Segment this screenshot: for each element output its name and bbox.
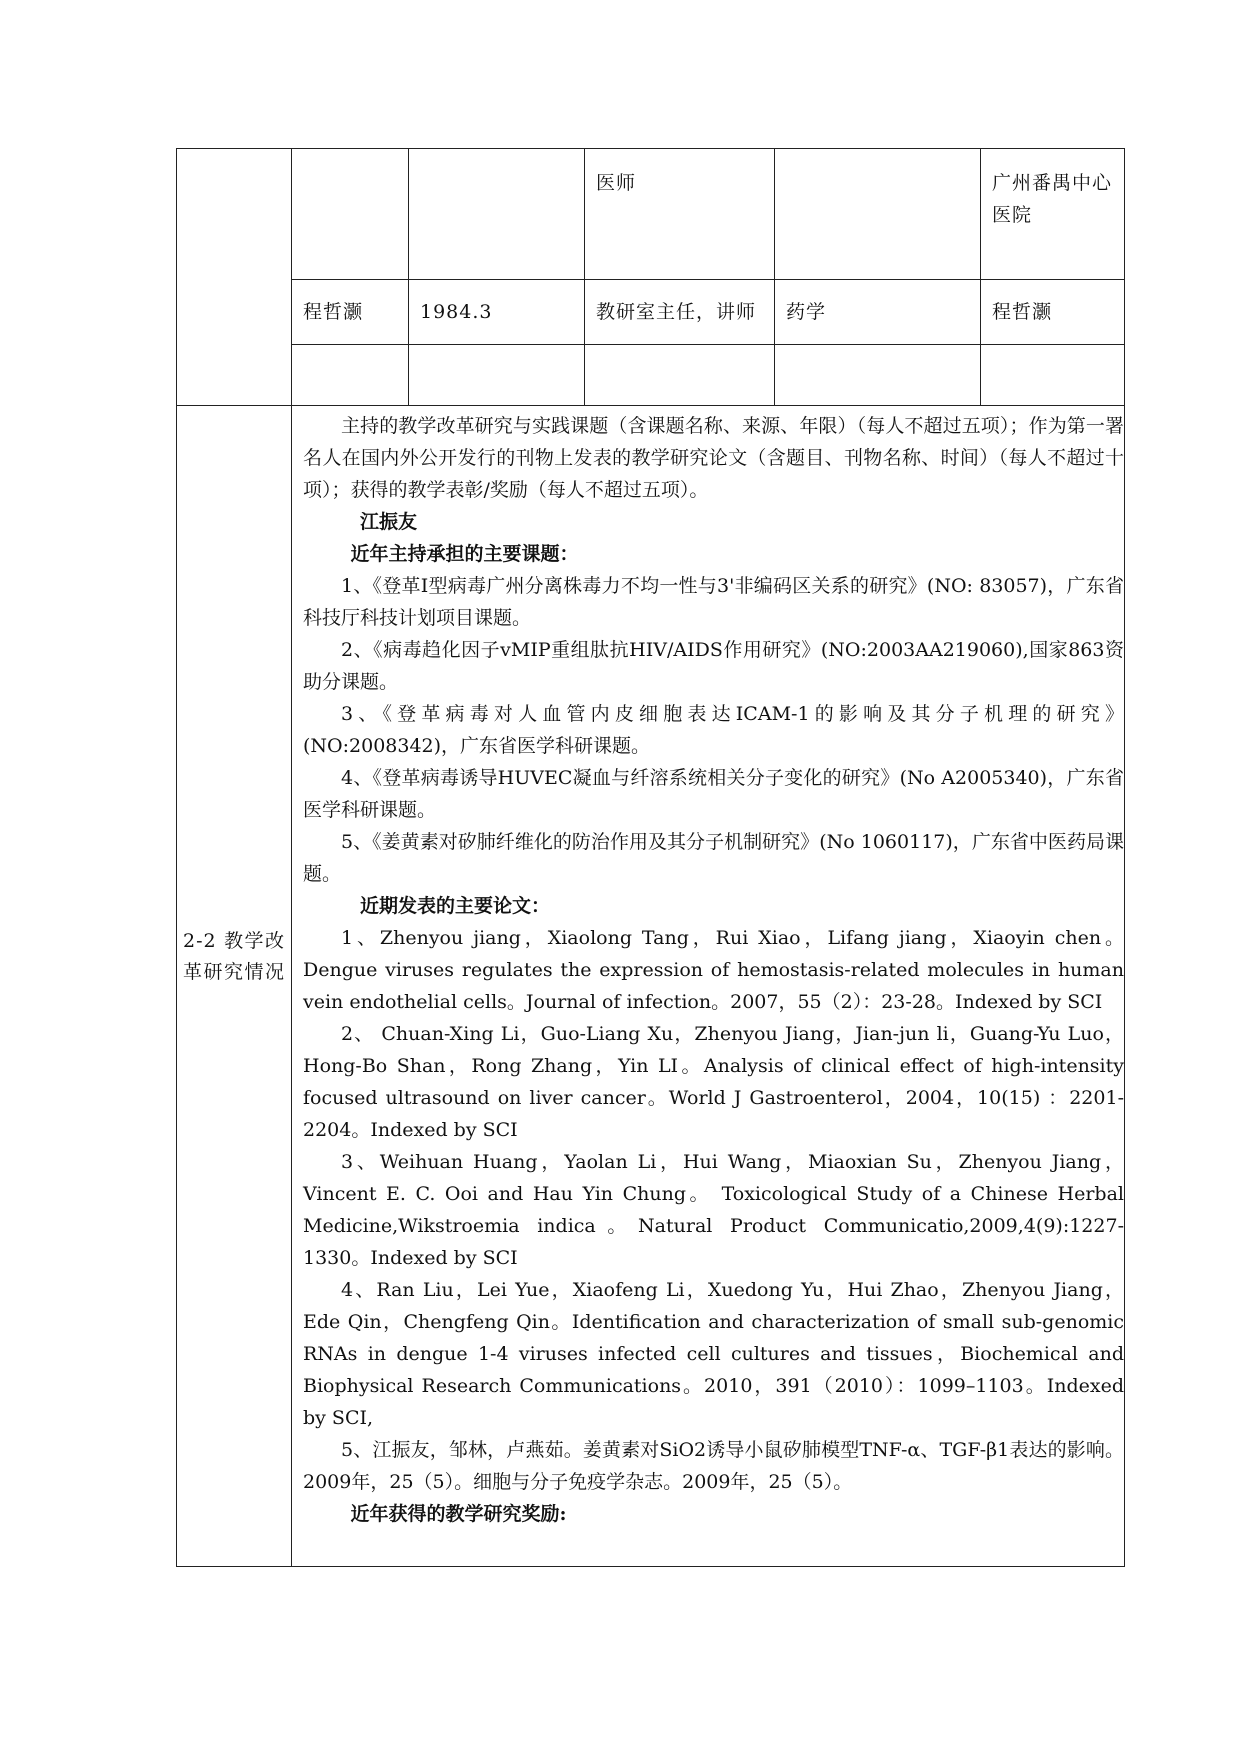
birth-cell — [409, 280, 585, 345]
name-cell — [292, 149, 409, 280]
project-item: 5、《姜黄素对矽肺纤维化的防治作用及其分子机制研究》(No 1060117)，广东省中医药局课题。 — [303, 831, 1124, 885]
title-cell — [585, 149, 775, 280]
title-cell — [585, 280, 775, 345]
birth-cell — [409, 149, 585, 280]
section-label-cell — [177, 406, 292, 1567]
section-label: 2-2 教学改革研究情况 — [183, 930, 285, 983]
paper-item: 1、Zhenyou jiang，Xiaolong Tang，Rui Xiao，Lifang jiang，Xiaoyin chen。Dengue viruses regulates the expression of hemostasis-related molecules in human vein endothelial cells。Journal of infection。2007，55（2）：23-28。Indexed by SCI — [303, 927, 1124, 1013]
projects-heading: 近年主持承担的主要课题： — [350, 543, 579, 565]
unit-text: 广州番禺中心医院 — [992, 172, 1113, 226]
major-text: 药学 — [786, 301, 827, 323]
empty-cell — [292, 345, 409, 406]
empty-cell — [409, 345, 585, 406]
title-text: 教研室主任，讲师 — [596, 301, 757, 323]
major-cell — [775, 280, 981, 345]
person-name: 江振友 — [360, 511, 418, 533]
awards-heading: 近年获得的教学研究奖励: — [350, 1503, 567, 1525]
unit-cell — [981, 280, 1125, 345]
empty-cell — [775, 345, 981, 406]
paper-item: 3、Weihuan Huang，Yaolan Li，Hui Wang，Miaoxian Su，Zhenyou Jiang，Vincent E. C. Ooi and Hau Yin Chung。 Toxicological Study of a Chinese Herbal Medicine,Wikstroemia indica。Natural Product Communicatio,2009,4(9):1227-1330。Indexed by SCI — [303, 1151, 1124, 1269]
section-content-cell — [292, 406, 1125, 1567]
paper-item: 2、 Chuan-Xing Li，Guo-Liang Xu，Zhenyou Jiang，Jian-jun li，Guang-Yu Luo，Hong-Bo Shan，Rong Zhang，Yin LI。Analysis of clinical effect of high-intensity focused ultrasound on liver cancer。World J Gastroenterol，2004，10(15) ：2201-2204。Indexed by SCI — [303, 1023, 1124, 1141]
name-cell — [292, 280, 409, 345]
empty-cell — [585, 345, 775, 406]
table-row — [177, 149, 1125, 280]
section-intro: 主持的教学改革研究与实践课题（含课题名称、来源、年限）（每人不超过五项）；作为第一署名人在国内外公开发行的刊物上发表的教学研究论文（含题目、刊物名称、时间）（每人不超过十项）；获得的教学表彰/奖励（每人不超过五项）。 — [303, 415, 1124, 501]
paper-item: 4、Ran Liu，Lei Yue，Xiaofeng Li，Xuedong Yu，Hui Zhao，Zhenyou Jiang， Ede Qin，Chengfeng Qin。Identification and characterization of small sub-genomic RNAs in dengue 1-4 viruses infected cell cultures and tissues，Biochemical and Biophysical Research Communications。2010，391（2010）：1099–1103。Indexed by SCI, — [303, 1279, 1124, 1429]
unit-text: 程哲灏 — [992, 301, 1053, 323]
section-content — [292, 406, 1124, 1530]
major-cell — [775, 149, 981, 280]
paper-item: 5、江振友，邹林，卢燕茹。姜黄素对SiO2诱导小鼠矽肺模型TNF-α、TGF-β1表达的影响。2009年，25（5）。细胞与分子免疫学杂志。2009年，25（5）。 — [303, 1439, 1124, 1493]
empty-label-cell — [177, 149, 292, 406]
project-item: 3、《登革病毒对人血管内皮细胞表达ICAM-1的影响及其分子机理的研究》(NO:2008342)，广东省医学科研课题。 — [303, 703, 1124, 757]
birth-text: 1984.3 — [420, 301, 493, 323]
table-row — [177, 406, 1125, 1567]
empty-cell — [981, 345, 1125, 406]
title-text: 医师 — [596, 172, 637, 194]
project-item: 2、《病毒趋化因子vMIP重组肽抗HIV/AIDS作用研究》(NO:2003AA219060),国家863资助分课题。 — [303, 639, 1124, 693]
personnel-table — [176, 148, 1125, 1567]
name-text: 程哲灏 — [303, 301, 364, 323]
project-item: 1、《登革Ⅰ型病毒广州分离株毒力不均一性与3'非编码区关系的研究》(NO: 83057)，广东省科技厅科技计划项目课题。 — [303, 575, 1124, 629]
project-item: 4、《登革病毒诱导HUVEC凝血与纤溶系统相关分子变化的研究》(No A2005340)，广东省医学科研课题。 — [303, 767, 1124, 821]
table-row — [177, 280, 1125, 345]
unit-cell — [981, 149, 1125, 280]
papers-heading: 近期发表的主要论文： — [360, 895, 551, 917]
table-row — [177, 345, 1125, 406]
